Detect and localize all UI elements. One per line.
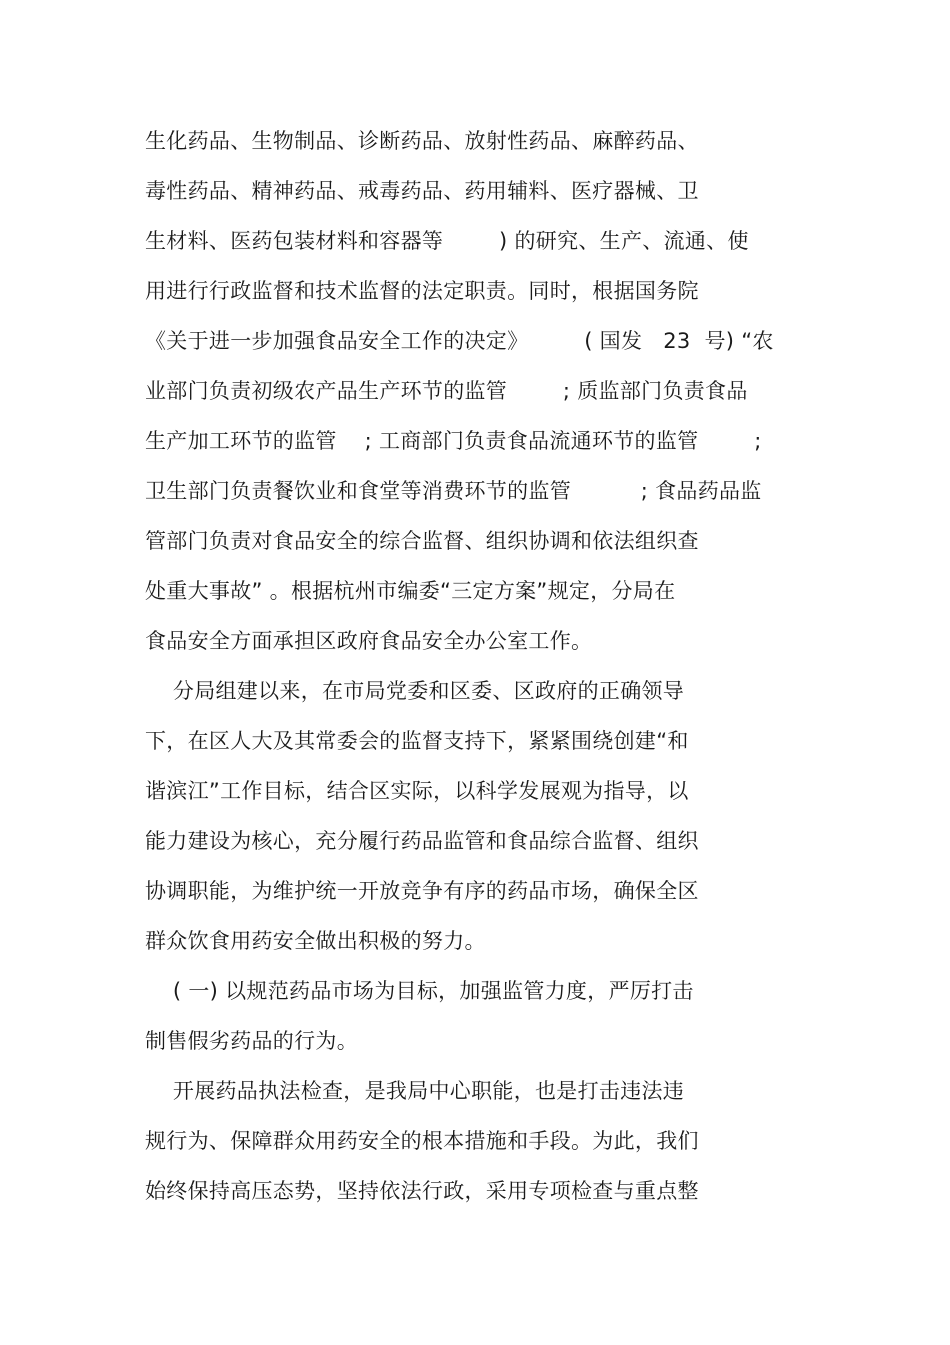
section-heading-line: ( 一) 以规范药品市场为目标，加强监管力度，严厉打击 (145, 979, 694, 1003)
text-line: 《关于进一步加强食品安全工作的决定》 ( 国发 23 号) “农 (145, 329, 774, 353)
text-line: 谐滨江”工作目标，结合区实际，以科学发展观为指导，以 (145, 779, 689, 803)
text-line: 能力建设为核心，充分履行药品监管和食品综合监督、组织 (145, 829, 699, 853)
text-line: 食品安全方面承担区政府食品安全办公室工作。 (145, 629, 593, 653)
text-line: 下，在区人大及其常委会的监督支持下，紧紧围绕创建“和 (145, 729, 689, 753)
text-line: 用进行行政监督和技术监督的法定职责。同时，根据国务院 (145, 279, 699, 303)
section-heading-line: 制售假劣药品的行为。 (145, 1029, 358, 1053)
paragraph-start-line: 分局组建以来，在市局党委和区委、区政府的正确领导 (145, 679, 685, 703)
text-line: 规行为、保障群众用药安全的根本措施和手段。为此，我们 (145, 1129, 699, 1153)
paragraph-start-line: 开展药品执法检查，是我局中心职能，也是打击违法违 (145, 1079, 685, 1103)
text-line: 卫生部门负责餐饮业和食堂等消费环节的监管 ; 食品药品监 (145, 479, 762, 503)
text-line: 生产加工环节的监管 ; 工商部门负责食品流通环节的监管 ; (145, 429, 762, 453)
text-line: 始终保持高压态势，坚持依法行政，采用专项检查与重点整 (145, 1179, 699, 1203)
text-line: 处重大事故” 。根据杭州市编委“三定方案”规定，分局在 (145, 579, 676, 603)
text-line: 生化药品、生物制品、诊断药品、放射性药品、麻醉药品、 (145, 129, 699, 153)
text-line: 管部门负责对食品安全的综合监督、组织协调和依法组织查 (145, 529, 699, 553)
text-line: 协调职能，为维护统一开放竞争有序的药品市场，确保全区 (145, 879, 699, 903)
text-line: 毒性药品、精神药品、戒毒药品、药用辅料、医疗器械、卫 (145, 179, 699, 203)
text-line: 群众饮食用药安全做出积极的努力。 (145, 929, 486, 953)
text-line: 业部门负责初级农产品生产环节的监管 ; 质监部门负责食品 (145, 379, 748, 403)
text-line: 生材料、医药包装材料和容器等 ) 的研究、生产、流通、使 (145, 229, 749, 253)
